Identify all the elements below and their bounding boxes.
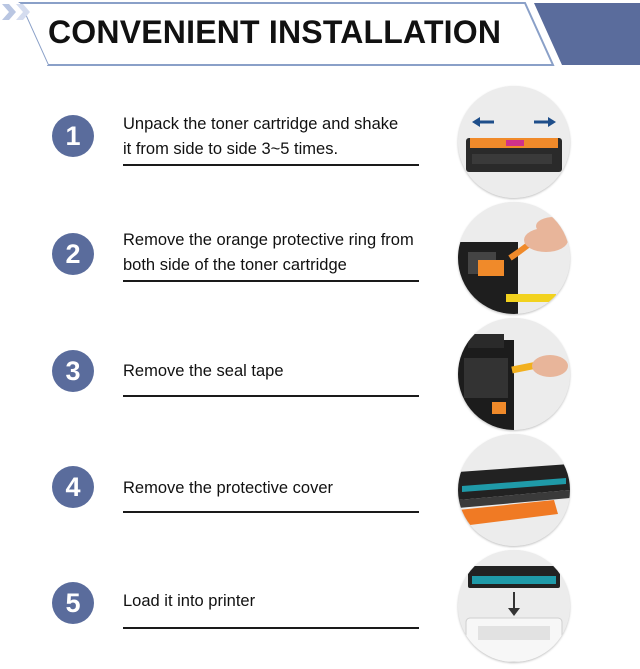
step-number-badge: 2 <box>52 233 94 275</box>
step-text-line: Remove the seal tape <box>123 362 284 380</box>
step-text-line: Remove the protective cover <box>123 479 334 497</box>
step-5 <box>0 548 640 664</box>
step-description <box>123 112 443 162</box>
remove-ring-icon <box>458 202 570 314</box>
toner-shake-icon <box>458 86 570 198</box>
step-underline <box>123 627 419 629</box>
step-text-line: it from side to side 3~5 times. <box>123 140 339 158</box>
page-title: CONVENIENT INSTALLATION <box>48 14 502 50</box>
step-4 <box>0 432 640 548</box>
step-underline <box>123 164 419 166</box>
step-underline <box>123 395 419 397</box>
step-description <box>123 589 443 614</box>
step-description <box>123 228 443 278</box>
step-1 <box>0 84 640 200</box>
step-3 <box>0 316 640 432</box>
step-number-badge: 1 <box>52 115 94 157</box>
step-number-badge: 4 <box>52 466 94 508</box>
step-text-line: Unpack the toner cartridge and shake <box>123 115 399 133</box>
step-number-badge: 3 <box>52 350 94 392</box>
step-text-line: Remove the orange protective ring from <box>123 231 414 249</box>
step-description <box>123 359 443 384</box>
step-2 <box>0 200 640 316</box>
header-banner <box>0 0 640 68</box>
step-description <box>123 476 443 501</box>
load-printer-icon <box>458 550 570 662</box>
seal-tape-icon <box>458 318 570 430</box>
chevron-right-icon <box>0 0 48 24</box>
step-text-line: both side of the toner cartridge <box>123 256 347 274</box>
protective-cover-icon <box>458 434 570 546</box>
step-number-badge: 5 <box>52 582 94 624</box>
step-underline <box>123 511 419 513</box>
step-underline <box>123 280 419 282</box>
step-text-line: Load it into printer <box>123 592 256 610</box>
